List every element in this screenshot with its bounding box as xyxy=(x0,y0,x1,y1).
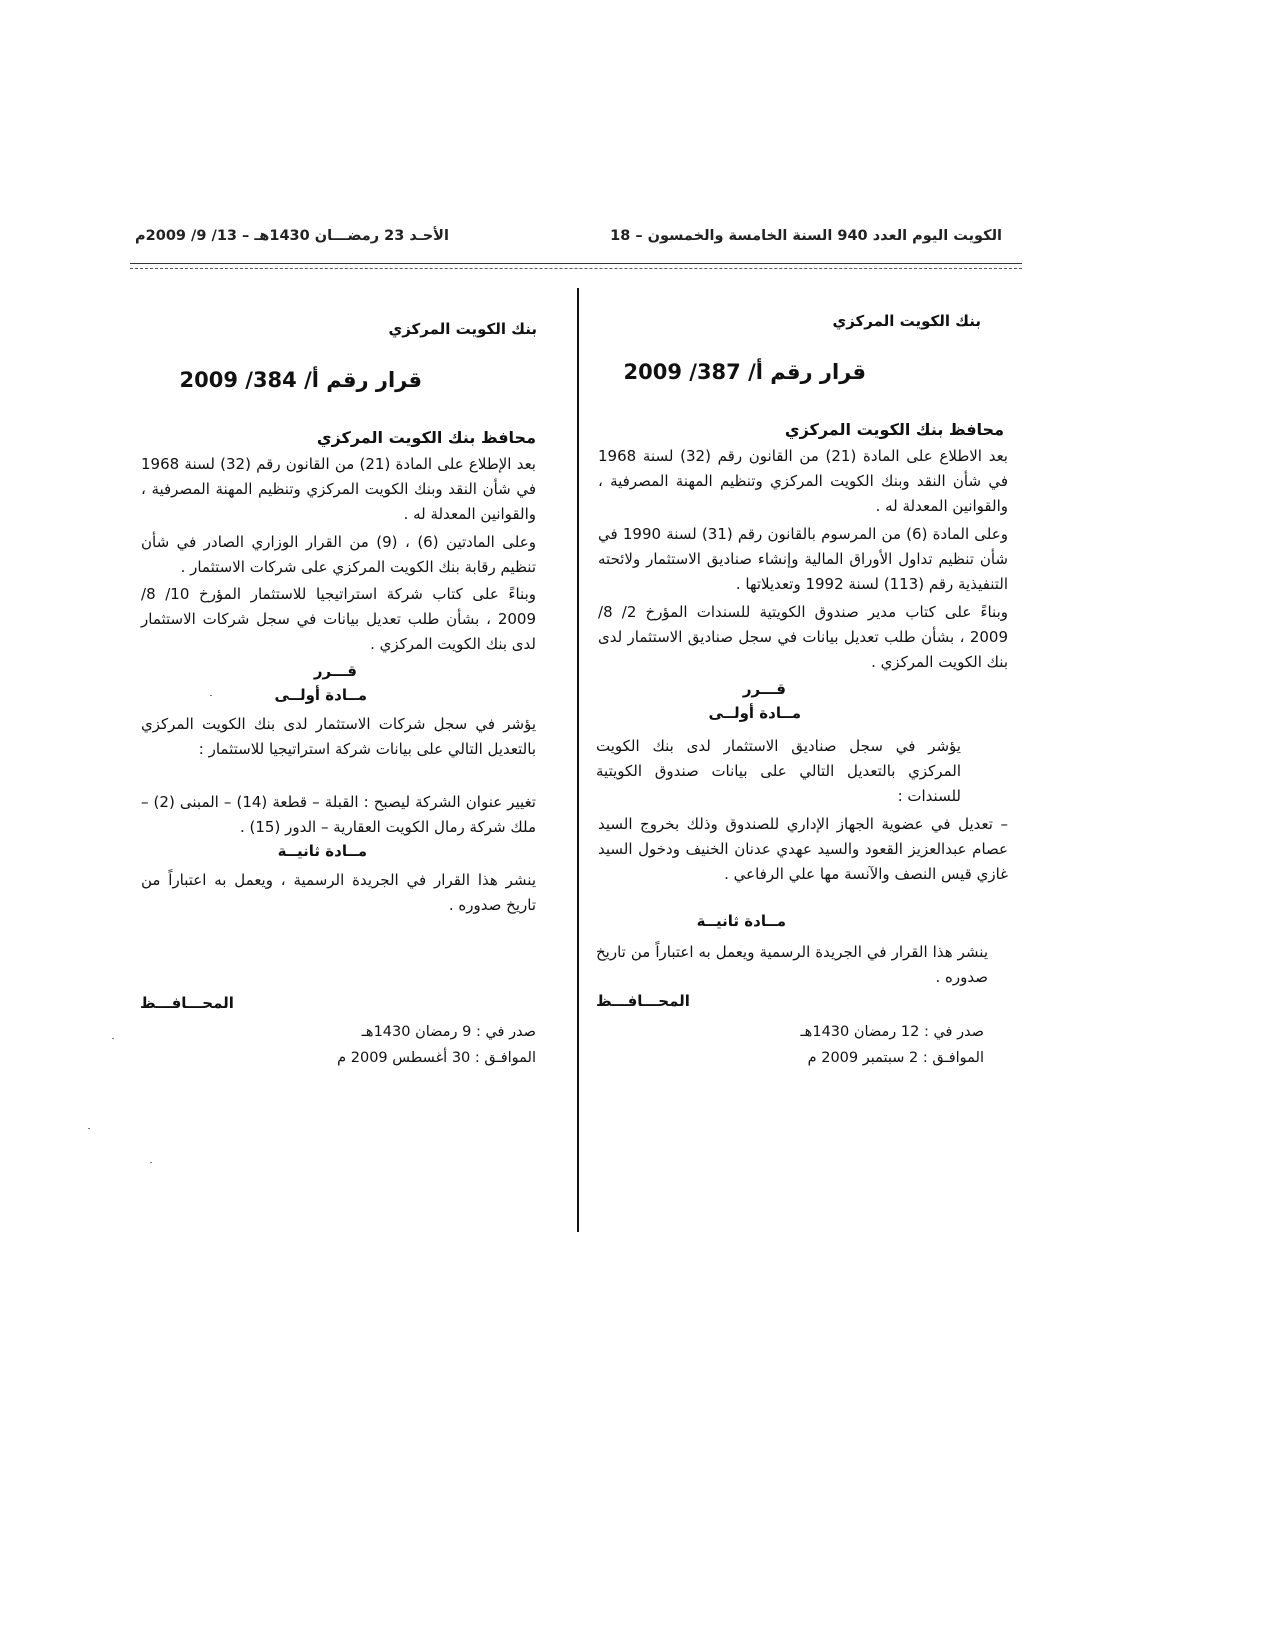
article-1-text: يؤشر في سجل شركات الاستثمار لدى بنك الكويت المركزي بالتعديل التالي على بيانات شركة استراتيجيا للاستثمار : xyxy=(141,715,536,758)
article-2-heading: مــادة ثانيــة xyxy=(696,912,786,930)
header-date: الأحـد 23 رمضـــان 1430هـ – 13/ 9/ 2009م xyxy=(135,228,449,244)
issued-date: صدر في : 12 رمضان 1430هـ xyxy=(800,1024,984,1040)
preamble-paragraph: وبناءً على كتاب مدير صندوق الكويتية للسندات المؤرخ 2/ 8/ 2009 ، بشأن طلب تعديل بيانات في سجل صناديق الاستثمار لدى بنك الكويت المركزي . xyxy=(598,603,1008,671)
scan-speck xyxy=(150,1162,152,1163)
governor-heading: محافظ بنك الكويت المركزي xyxy=(316,428,536,447)
article-2-text: ينشر هذا القرار في الجريدة الرسمية ويعمل به اعتباراً من تاريخ صدوره . xyxy=(596,943,988,986)
scan-speck xyxy=(88,1128,90,1129)
corresponding-date: الموافـق : 2 سبتمبر 2009 م xyxy=(807,1050,984,1066)
governor-signature: المحـــافـــظ xyxy=(140,994,234,1012)
decision-title: قرار رقم أ/ 387/ 2009 xyxy=(623,360,866,384)
decision-387-column xyxy=(596,0,1016,1650)
decision-title: قرار رقم أ/ 384/ 2009 xyxy=(179,368,422,392)
issued-date: صدر في : 9 رمضان 1430هـ xyxy=(361,1024,536,1040)
decided-heading: قـــرر xyxy=(313,662,357,680)
preamble-paragraph: بعد الاطلاع على المادة (21) من القانون رقم (32) لسنة 1968 في شأن النقد وبنك الكويت المركزي وتنظيم المهنة المصرفية ، والقوانين المعدلة له . xyxy=(598,447,1008,515)
scan-speck xyxy=(210,695,212,696)
article-2-text: ينشر هذا القرار في الجريدة الرسمية ، ويعمل به اعتباراً من تاريخ صدوره . xyxy=(141,871,536,914)
corresponding-date: الموافـق : 30 أغسطس 2009 م xyxy=(337,1050,536,1066)
preamble-paragraph: وبناءً على كتاب شركة استراتيجيا للاستثمار المؤرخ 10/ 8/ 2009 ، بشأن طلب تعديل بيانات في سجل شركات الاستثمار لدى بنك الكويت المركزي . xyxy=(141,585,537,653)
column-divider xyxy=(577,288,579,1232)
preamble-paragraph: وعلى المادتين (6) ، (9) من القرار الوزاري الصادر في شأن تنظيم رقابة بنك الكويت المركزي على شركات الاستثمار . xyxy=(141,533,536,576)
scan-speck xyxy=(112,1038,114,1039)
decided-heading: قـــرر xyxy=(742,680,786,698)
preamble-paragraph: وعلى المادة (6) من المرسوم بالقانون رقم (31) لسنة 1990 في شأن تنظيم تداول الأوراق المالية وإنشاء صناديق الاستثمار ولائحته التنفيذية رقم (113) لسنة 1992 وتعديلاتها . xyxy=(598,525,1008,593)
bank-name: بنك الكويت المركزي xyxy=(388,320,537,338)
bank-name: بنك الكويت المركزي xyxy=(832,312,981,330)
article-1-item: تغيير عنوان الشركة ليصبح : القبلة – قطعة (14) – المبنى (2) – ملك شركة رمال الكويت العقارية – الدور (15) . xyxy=(141,793,536,836)
governor-signature: المحـــافـــظ xyxy=(596,992,690,1010)
article-2-heading: مــادة ثانيــة xyxy=(277,842,367,860)
header-issue-info: الكويت اليوم العدد 940 السنة الخامسة والخمسون – 18 xyxy=(610,228,1002,244)
article-1-heading: مــادة أولــى xyxy=(708,704,801,722)
article-1-heading: مــادة أولــى xyxy=(274,686,367,704)
governor-heading: محافظ بنك الكويت المركزي xyxy=(784,420,1004,439)
article-1-text: يؤشر في سجل صناديق الاستثمار لدى بنك الكويت المركزي بالتعديل التالي على بيانات صندوق الكويتية للسندات : xyxy=(596,737,961,805)
article-1-item: – تعديل في عضوية الجهاز الإداري للصندوق وذلك بخروج السيد عصام عبدالعزيز القعود والسيد عهدي عدنان الخنيف ودخول السيد غازي قيس النصف والآنسة مها علي الرفاعي . xyxy=(598,815,1008,883)
preamble-paragraph: بعد الإطلاع على المادة (21) من القانون رقم (32) لسنة 1968 في شأن النقد وبنك الكويت المركزي وتنظيم المهنة المصرفية ، والقوانين المعدلة له . xyxy=(141,455,536,523)
decision-384-column xyxy=(140,0,562,1650)
